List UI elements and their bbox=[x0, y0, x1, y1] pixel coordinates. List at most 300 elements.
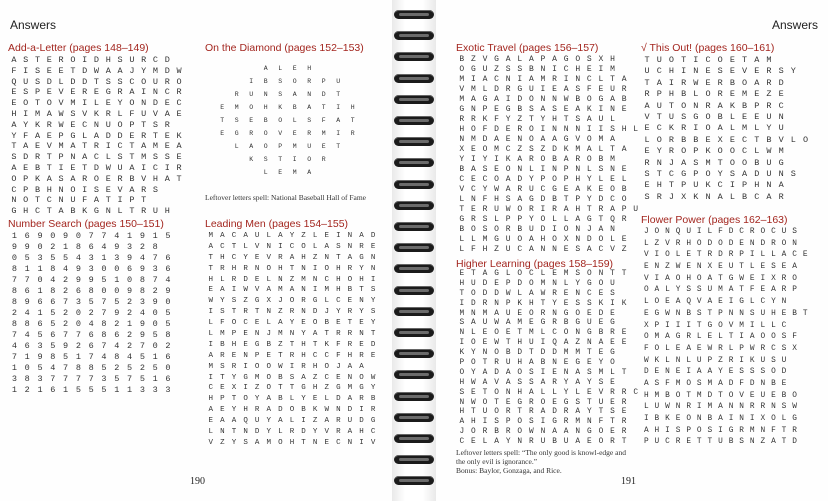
grid-row bbox=[456, 359, 642, 369]
spiral-ring bbox=[394, 413, 434, 422]
grid-cell: U bbox=[528, 185, 534, 194]
grid-cell: N bbox=[301, 286, 306, 295]
grid-row bbox=[205, 373, 379, 384]
grid-cell: N bbox=[610, 165, 615, 174]
grid-cell: E bbox=[505, 398, 511, 407]
grid-cell: 5 bbox=[165, 308, 171, 318]
grid-cell: D bbox=[494, 85, 499, 94]
grid-cell: R bbox=[307, 130, 312, 137]
grid-cell: 1 bbox=[24, 352, 30, 362]
grid-cell: T bbox=[129, 152, 135, 163]
grid-cell: 1 bbox=[11, 231, 17, 241]
grid-cell: G bbox=[739, 298, 744, 307]
grid-cell: 1 bbox=[63, 385, 69, 395]
grid-cell: D bbox=[243, 275, 248, 284]
grid-cell: U bbox=[494, 205, 499, 214]
grid-cell: H bbox=[686, 239, 692, 248]
grid-cell: D bbox=[370, 232, 376, 240]
grid-cell: W bbox=[693, 77, 699, 88]
grid-cell: 8 bbox=[101, 330, 107, 340]
grid-cell: L bbox=[754, 146, 760, 157]
grid-cell: K bbox=[586, 105, 592, 114]
grid-row bbox=[456, 389, 642, 399]
grid-cell: A bbox=[220, 232, 225, 240]
grid-cell: Z bbox=[220, 438, 225, 447]
grid-cell: T bbox=[610, 145, 615, 154]
grid-cell: R bbox=[117, 173, 123, 184]
grid-cell: G bbox=[243, 373, 248, 382]
grid-cell: L bbox=[505, 270, 511, 278]
grid-cell: I bbox=[749, 251, 755, 260]
grid-cell: T bbox=[696, 321, 702, 330]
grid-row bbox=[8, 253, 174, 264]
grid-cell: Y bbox=[766, 123, 772, 134]
grid-row bbox=[8, 231, 174, 242]
grid-row bbox=[8, 286, 174, 297]
grid-cell: L bbox=[665, 356, 670, 365]
grid-cell: K bbox=[459, 349, 465, 358]
grid-cell: 3 bbox=[127, 242, 133, 252]
grid-cell: A bbox=[610, 205, 615, 214]
grid-row bbox=[205, 253, 379, 264]
grid-cell: E bbox=[254, 319, 260, 328]
grid-cell: A bbox=[347, 362, 353, 371]
grid-cell: Y bbox=[505, 115, 511, 124]
grid-cell: T bbox=[350, 117, 355, 124]
grid-cell: W bbox=[176, 65, 182, 76]
grid-cell: S bbox=[93, 184, 100, 195]
grid-cell: A bbox=[471, 319, 476, 328]
grid-cell: C bbox=[289, 242, 295, 251]
grid-cell: D bbox=[105, 130, 111, 141]
grid-cell: N bbox=[141, 98, 147, 109]
grid-cell: S bbox=[482, 215, 488, 224]
grid-cell: R bbox=[517, 125, 523, 134]
grid-cell: C bbox=[459, 175, 465, 184]
grid-cell: N bbox=[347, 232, 353, 240]
grid-cell: O bbox=[686, 379, 692, 388]
grid-cell: O bbox=[266, 264, 272, 273]
grid-cell: G bbox=[586, 215, 592, 224]
grid-cell: R bbox=[117, 87, 123, 98]
grid-cell: D bbox=[254, 428, 260, 437]
grid-cell: L bbox=[471, 329, 476, 338]
grid-row bbox=[8, 363, 174, 374]
grid-cell: A bbox=[289, 286, 295, 295]
grid-cell: R bbox=[234, 91, 239, 98]
grid-cell: N bbox=[254, 264, 260, 273]
grid-cell: C bbox=[152, 162, 159, 173]
grid-cell: 0 bbox=[152, 341, 158, 351]
grid-cell: A bbox=[301, 373, 306, 382]
grid-cell: T bbox=[70, 65, 76, 76]
grid-cell: O bbox=[654, 344, 660, 353]
grid-cell: L bbox=[289, 417, 295, 426]
grid-cell: S bbox=[152, 152, 159, 163]
grid-cell: Y bbox=[482, 185, 488, 194]
grid-cell: T bbox=[517, 408, 523, 417]
grid-cell: O bbox=[141, 76, 147, 87]
grid-cell: M bbox=[610, 65, 615, 74]
grid-cell: G bbox=[517, 398, 523, 407]
grid-cell: A bbox=[586, 115, 592, 124]
grid-cell: D bbox=[707, 239, 713, 248]
puzzle-title-flower-power: Flower Power (pages 162–163) bbox=[641, 214, 788, 226]
grid-cell: O bbox=[307, 156, 312, 163]
grid-cell: Y bbox=[563, 388, 569, 397]
grid-cell: L bbox=[610, 368, 615, 377]
grid-cell: L bbox=[324, 297, 329, 306]
grid-cell: 2 bbox=[127, 330, 133, 340]
grid-cell: D bbox=[552, 145, 557, 154]
grid-cell: I bbox=[610, 299, 615, 308]
grid-cell: 2 bbox=[50, 242, 56, 252]
grid-cell: A bbox=[58, 206, 64, 217]
grid-cell: V bbox=[610, 245, 615, 254]
grid-cell: Y bbox=[552, 299, 557, 308]
grid-cell: J bbox=[586, 225, 592, 234]
grid-cell: C bbox=[370, 428, 376, 437]
grid-cell: S bbox=[243, 438, 248, 447]
grid-cell: E bbox=[494, 165, 499, 174]
grid-cell: E bbox=[176, 108, 182, 119]
grid-cell: O bbox=[289, 406, 295, 415]
grid-cell: A bbox=[528, 235, 534, 244]
grid-cell: O bbox=[292, 78, 297, 85]
grid-cell: O bbox=[505, 165, 511, 174]
grid-cell: D bbox=[370, 340, 376, 349]
grid-cell: Y bbox=[718, 368, 723, 377]
grid-cell: R bbox=[621, 418, 627, 427]
grid-cell: G bbox=[598, 95, 604, 104]
grid-row bbox=[641, 437, 811, 449]
grid-cell: E bbox=[505, 135, 511, 144]
grid-cell: U bbox=[644, 66, 650, 77]
grid-cell: E bbox=[552, 368, 557, 377]
grid-cell: E bbox=[686, 438, 692, 447]
grid-cell: L bbox=[686, 356, 692, 365]
grid-cell: M bbox=[70, 98, 76, 109]
grid-cell: O bbox=[243, 395, 248, 404]
grid-cell: A bbox=[749, 333, 755, 342]
grid-cell: A bbox=[742, 168, 748, 179]
grid-cell: S bbox=[686, 286, 692, 295]
grid-cell: C bbox=[598, 245, 604, 254]
grid-row bbox=[641, 169, 812, 180]
grid-cell: A bbox=[792, 263, 797, 272]
grid-cell: E bbox=[705, 134, 711, 145]
grid-cell: L bbox=[729, 111, 735, 122]
grid-cell: Y bbox=[717, 168, 723, 179]
grid-cell: W bbox=[471, 378, 476, 387]
grid-cell: R bbox=[778, 191, 784, 202]
grid-cell: S bbox=[220, 308, 225, 317]
grid-cell: D bbox=[540, 349, 546, 358]
grid-cell: 2 bbox=[88, 308, 94, 318]
grid-cell: O bbox=[705, 168, 711, 179]
grid-cell: S bbox=[781, 403, 787, 412]
grid-cell: E bbox=[459, 270, 465, 278]
grid-cell: O bbox=[517, 428, 523, 437]
grid-cell: L bbox=[610, 115, 615, 124]
grid-cell: A bbox=[46, 173, 52, 184]
grid-cell: A bbox=[563, 155, 569, 164]
grid-cell: 1 bbox=[11, 385, 17, 395]
grid-cell: R bbox=[552, 289, 557, 298]
grid-cell: T bbox=[668, 100, 675, 111]
grid-cell: 2 bbox=[75, 341, 81, 351]
grid-cell: R bbox=[231, 362, 237, 371]
grid-cell: O bbox=[792, 391, 797, 400]
grid-cell: 1 bbox=[127, 231, 133, 241]
grid-cell: G bbox=[482, 95, 488, 104]
grid-cell: R bbox=[482, 205, 488, 214]
grid-cell: R bbox=[243, 264, 248, 273]
grid-row bbox=[205, 296, 379, 307]
grid-cell: 4 bbox=[88, 319, 94, 329]
grid-cell: S bbox=[552, 105, 557, 114]
grid-cell: L bbox=[117, 206, 123, 217]
grid-cell: H bbox=[336, 286, 341, 295]
grid-cell: X bbox=[598, 55, 604, 64]
grid-row bbox=[456, 225, 642, 235]
grid-cell: A bbox=[586, 145, 592, 154]
grid-cell: I bbox=[654, 251, 660, 260]
grid-cell: B bbox=[347, 286, 353, 295]
grid-cell: P bbox=[656, 89, 662, 100]
grid-cell: V bbox=[494, 378, 499, 387]
grid-cell: D bbox=[471, 299, 476, 308]
grid-cell: C bbox=[739, 228, 744, 236]
grid-cell: O bbox=[552, 235, 557, 244]
grid-cell: M bbox=[778, 146, 784, 157]
grid-cell: U bbox=[482, 408, 488, 417]
grid-cell: U bbox=[693, 180, 699, 191]
grid-cell: U bbox=[766, 168, 772, 179]
grid-cell: 7 bbox=[139, 341, 145, 351]
grid-cell: K bbox=[82, 206, 88, 217]
grid-cell: R bbox=[347, 330, 353, 339]
grid-cell: G bbox=[517, 85, 523, 94]
grid-cell: G bbox=[301, 384, 306, 393]
grid-cell: C bbox=[563, 65, 569, 74]
grid-cell: N bbox=[263, 91, 268, 98]
grid-cell: N bbox=[540, 95, 546, 104]
grid-cell: V bbox=[728, 321, 734, 330]
grid-row bbox=[8, 87, 185, 98]
grid-cell: O bbox=[598, 279, 604, 288]
grid-cell: T bbox=[370, 330, 376, 339]
grid-cell: D bbox=[82, 65, 88, 76]
grid-cell: G bbox=[586, 329, 592, 338]
grid-cell: E bbox=[505, 125, 511, 134]
grid-on-the-diamond bbox=[215, 62, 375, 179]
grid-cell: H bbox=[459, 378, 465, 387]
grid-cell: Y bbox=[266, 428, 272, 437]
grid-cell: 1 bbox=[127, 319, 133, 329]
spiral-ring bbox=[394, 286, 434, 295]
grid-cell: I bbox=[141, 162, 147, 173]
grid-cell: C bbox=[324, 275, 329, 284]
grid-cell: C bbox=[771, 228, 776, 236]
grid-row bbox=[8, 77, 185, 88]
grid-cell bbox=[215, 88, 230, 101]
grid-cell: H bbox=[208, 275, 214, 284]
grid-cell: M bbox=[575, 349, 581, 358]
grid-cell: H bbox=[46, 184, 52, 195]
grid-cell: 3 bbox=[88, 264, 94, 274]
grid-cell: B bbox=[292, 104, 297, 111]
grid-cell: U bbox=[254, 232, 260, 240]
grid-cell: K bbox=[312, 406, 318, 415]
grid-cell bbox=[331, 153, 346, 166]
grid-row bbox=[641, 402, 811, 414]
grid-cell: 5 bbox=[37, 363, 43, 373]
grid-cell: 9 bbox=[139, 319, 145, 329]
grid-cell: N bbox=[766, 180, 772, 191]
grid-cell: N bbox=[470, 105, 476, 114]
grid-cell: N bbox=[739, 415, 744, 423]
grid-cell: 2 bbox=[11, 308, 17, 318]
grid-cell: K bbox=[505, 155, 511, 164]
grid-cell: O bbox=[760, 333, 766, 342]
grid-cell: A bbox=[312, 330, 318, 339]
grid-cell: I bbox=[292, 156, 297, 163]
grid-cell: T bbox=[598, 408, 604, 417]
grid-cell: T bbox=[563, 115, 569, 124]
grid-cell: T bbox=[289, 264, 295, 273]
grid-cell: 6 bbox=[165, 253, 171, 263]
grid-cell: 5 bbox=[88, 297, 94, 307]
grid-cell: U bbox=[728, 263, 734, 272]
grid-cell: T bbox=[610, 418, 615, 427]
grid-cell: T bbox=[231, 395, 237, 404]
grid-cell: T bbox=[278, 156, 283, 163]
grid-cell: L bbox=[459, 195, 465, 204]
grid-cell: 5 bbox=[165, 231, 171, 241]
grid-cell: E bbox=[231, 351, 237, 360]
grid-cell: 3 bbox=[37, 341, 43, 351]
grid-cell: N bbox=[575, 289, 581, 298]
grid-cell: L bbox=[696, 333, 702, 342]
grid-cell: O bbox=[621, 195, 627, 204]
grid-cell: B bbox=[266, 340, 272, 349]
grid-cell: A bbox=[494, 438, 499, 447]
grid-row bbox=[205, 329, 379, 340]
grid-cell: R bbox=[529, 438, 534, 447]
grid-row bbox=[456, 125, 642, 135]
grid-cell: N bbox=[266, 242, 272, 251]
grid-cell: R bbox=[540, 309, 546, 318]
grid-cell: W bbox=[665, 403, 670, 412]
grid-cell: N bbox=[552, 279, 557, 288]
grid-row bbox=[641, 274, 811, 286]
grid-cell: R bbox=[760, 344, 766, 353]
grid-cell: A bbox=[575, 368, 581, 377]
grid-cell: A bbox=[563, 339, 569, 348]
grid-cell: S bbox=[231, 297, 237, 306]
grid-cell: N bbox=[359, 330, 364, 339]
grid-cell: E bbox=[729, 89, 735, 100]
grid-cell: 7 bbox=[101, 297, 107, 307]
grid-cell: S bbox=[278, 91, 283, 98]
grid-cell: O bbox=[46, 98, 52, 109]
grid-cell: T bbox=[34, 55, 41, 65]
grid-cell: O bbox=[563, 329, 569, 338]
grid-cell: R bbox=[621, 85, 627, 94]
grid-cell: H bbox=[459, 125, 465, 134]
grid-cell: L bbox=[707, 228, 713, 236]
grid-cell: I bbox=[359, 406, 364, 415]
grid-cell: O bbox=[742, 157, 748, 168]
grid-cell: R bbox=[254, 406, 260, 415]
grid-cell: Y bbox=[231, 406, 237, 415]
grid-row bbox=[641, 135, 812, 146]
grid-cell: 3 bbox=[139, 297, 145, 307]
grid-cell: S bbox=[610, 289, 615, 298]
grid-cell: V bbox=[117, 184, 123, 195]
grid-cell: V bbox=[459, 85, 465, 94]
grid-cell: 5 bbox=[75, 385, 81, 395]
grid-cell: B bbox=[34, 162, 41, 173]
grid-cell: Y bbox=[254, 395, 260, 404]
grid-cell: S bbox=[34, 65, 41, 76]
grid-cell: S bbox=[749, 368, 755, 377]
grid-cell: O bbox=[686, 415, 692, 423]
grid-row bbox=[641, 89, 812, 100]
grid-cell: N bbox=[771, 403, 776, 412]
grid-cell: 0 bbox=[152, 319, 158, 329]
grid-row bbox=[456, 408, 642, 418]
grid-cell: E bbox=[621, 339, 627, 348]
grid-cell: H bbox=[23, 206, 29, 217]
grid-cell: P bbox=[707, 356, 713, 365]
grid-cell: I bbox=[693, 55, 699, 65]
grid-cell: 4 bbox=[114, 341, 120, 351]
grid-cell: B bbox=[505, 349, 511, 358]
grid-cell: D bbox=[482, 135, 488, 144]
grid-cell: R bbox=[563, 408, 569, 417]
grid-cell: 0 bbox=[101, 286, 107, 296]
grid-cell: D bbox=[778, 77, 784, 88]
spiral-ring bbox=[394, 137, 434, 146]
grid-cell: D bbox=[728, 379, 734, 388]
grid-cell: 8 bbox=[152, 242, 158, 252]
grid-exotic-travel bbox=[456, 55, 642, 255]
grid-cell: Y bbox=[243, 253, 248, 262]
grid-cell: C bbox=[152, 55, 159, 65]
grid-cell: O bbox=[552, 175, 557, 184]
grid-cell: L bbox=[771, 321, 776, 330]
grid-cell: F bbox=[336, 340, 341, 349]
grid-row bbox=[215, 88, 375, 101]
grid-cell: Z bbox=[243, 297, 248, 306]
grid-row bbox=[8, 275, 174, 286]
grid-cell: O bbox=[266, 384, 272, 393]
grid-cell: C bbox=[93, 152, 100, 163]
grid-cell: R bbox=[686, 403, 692, 412]
grid-cell: A bbox=[176, 141, 182, 152]
grid-cell: U bbox=[249, 91, 254, 98]
grid-cell: B bbox=[686, 309, 692, 318]
grid-cell: 9 bbox=[37, 352, 43, 362]
grid-cell: A bbox=[517, 195, 523, 204]
grid-cell: 1 bbox=[152, 374, 158, 384]
grid-cell: M bbox=[482, 235, 488, 244]
grid-cell: C bbox=[336, 438, 341, 447]
grid-cell: T bbox=[718, 274, 723, 283]
grid-cell: N bbox=[749, 239, 755, 248]
